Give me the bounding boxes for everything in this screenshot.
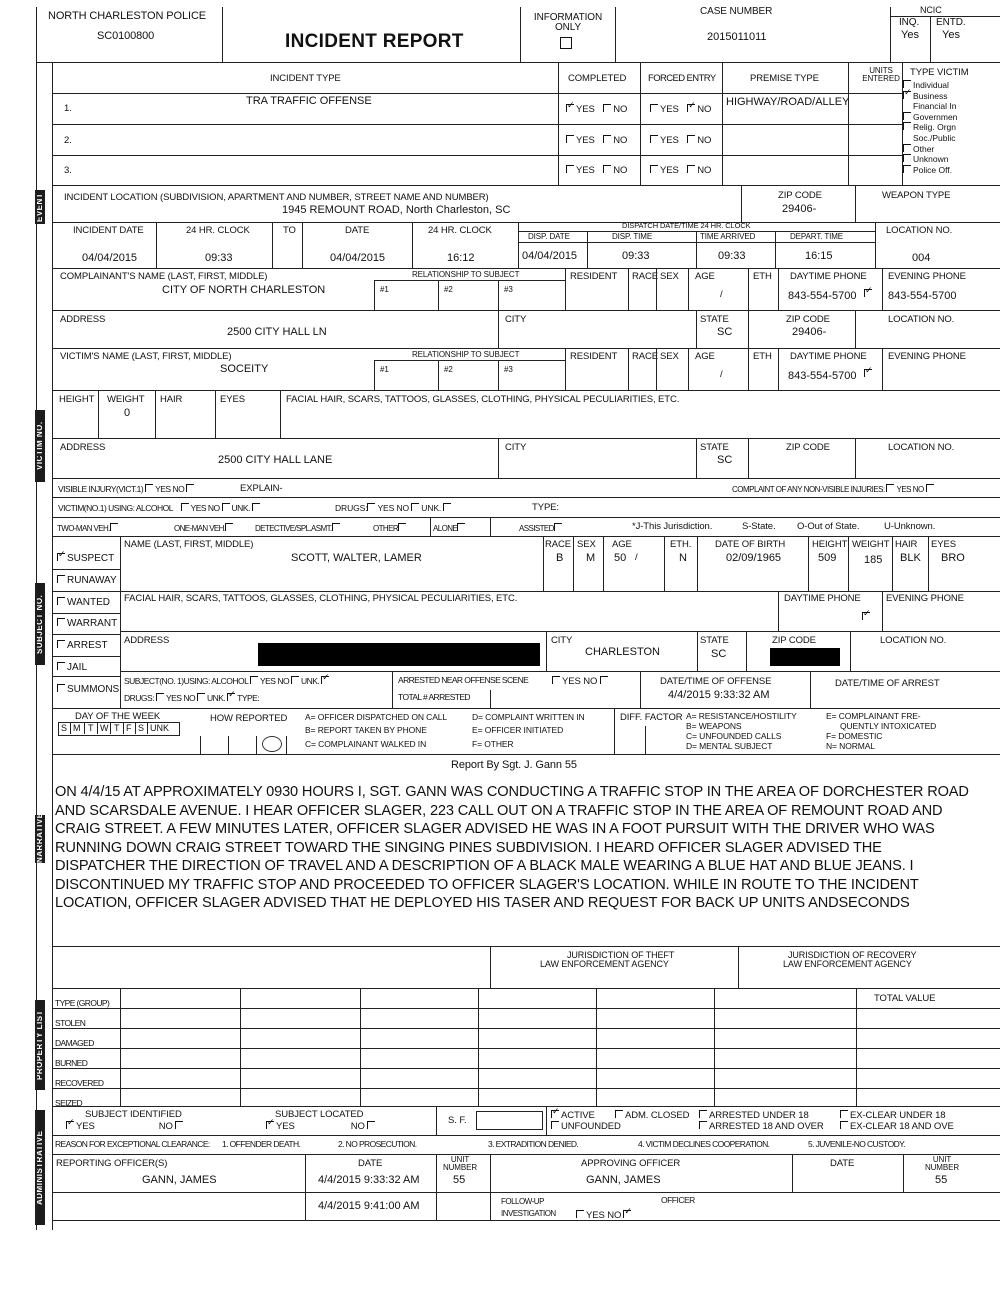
subject-age: 50 <box>614 552 627 564</box>
complainant-phone-type[interactable] <box>864 289 874 299</box>
diff-c: C= UNFOUNDED CALLS <box>686 731 782 741</box>
how-a: A= OFFICER DISPATCHED ON CALL <box>305 712 448 722</box>
diff-f: F= DOMESTIC <box>826 731 883 741</box>
victim-sex-label: SEX <box>660 351 679 362</box>
incident-row-2-num: 2. <box>64 135 72 146</box>
victim-drugs[interactable]: DRUGS: YES NO UNK. <box>335 503 453 513</box>
subject-zip-redacted <box>770 648 840 666</box>
diff-a: A= RESISTANCE/HOSTILITY <box>686 711 797 721</box>
victim-weight: 0 <box>124 407 131 419</box>
complainant-state: SC <box>717 326 733 338</box>
incident-zip-label: ZIP CODE <box>778 190 822 201</box>
entd-value: Yes <box>942 29 960 41</box>
agency-ori: SC0100800 <box>97 30 155 42</box>
subject-sex-label: SEX <box>577 539 596 550</box>
report-date-2: 4/4/2015 9:41:00 AM <box>318 1200 420 1212</box>
subject-hair-label: HAIR <box>895 539 918 550</box>
victim-r3: #3 <box>504 365 513 374</box>
complainant-evephone: 843-554-5700 <box>888 290 957 302</box>
dow-t2[interactable]: T <box>114 723 120 733</box>
subject-facial-label: FACIAL HAIR, SCARS, TATTOOS, GLASSES, CLOTHING, PHYSICAL PECULIARITIES, ETC. <box>124 593 518 604</box>
row2-completed[interactable]: YES NO <box>566 135 627 146</box>
row1-completed[interactable]: ✓YES NO <box>566 104 627 115</box>
approving-date-label: DATE <box>830 1158 855 1169</box>
role-jail[interactable]: JAIL <box>57 657 119 679</box>
disp-date: 04/04/2015 <box>522 250 578 262</box>
assign-one-man[interactable]: ONE-MAN VEH. <box>174 523 235 533</box>
complainant-dayphone-label: DAYTIME PHONE <box>790 271 867 282</box>
reason-3[interactable]: 3. EXTRADITION DENIED. <box>488 1139 579 1149</box>
victim-dayphone-label: DAYTIME PHONE <box>790 351 867 362</box>
subject-located-label: SUBJECT LOCATED <box>275 1109 364 1120</box>
unit-number-label: UNIT NUMBER <box>442 1155 478 1172</box>
diff-factor-label: DIFF. FACTOR <box>620 712 683 723</box>
victim-type-unknown[interactable]: Unknown <box>903 154 1000 165</box>
report-by: Report By Sgt. J. Gann 55 <box>451 759 577 771</box>
subject-name: SCOTT, WALTER, LAMER <box>291 552 422 564</box>
subject-state-label: STATE <box>700 635 729 646</box>
officer-label: OFFICER <box>661 1195 695 1205</box>
weapon-type-label: WEAPON TYPE <box>882 190 951 201</box>
location-no: 004 <box>912 252 931 264</box>
assign-detective[interactable]: DETECTIVE/SPL.ASMT. <box>255 523 342 533</box>
how-d: D= COMPLAINT WRITTEN IN <box>472 712 585 722</box>
how-reported-circle[interactable] <box>262 736 282 752</box>
subject-located-value[interactable]: ✓YES NO <box>266 1121 377 1132</box>
how-b: B= REPORT TAKEN BY PHONE <box>305 725 427 735</box>
prop-damaged: DAMAGED <box>55 1038 94 1048</box>
subject-dob: 02/09/1965 <box>726 552 782 564</box>
diff-e: E= COMPLAINANT FRE- <box>826 711 921 721</box>
complainant-dayphone: 843-554-5700 <box>788 290 857 302</box>
location-no-label: LOCATION NO. <box>886 225 953 236</box>
subject-eyes-label: EYES <box>931 539 956 550</box>
arrest-dt-label: DATE/TIME OF ARREST <box>835 678 940 689</box>
dow-f[interactable]: F <box>126 723 132 733</box>
assign-two-man[interactable]: TWO-MAN VEH. <box>57 523 120 533</box>
row3-completed[interactable]: YES NO <box>566 165 627 176</box>
assign-assisted[interactable]: ASSISTED <box>519 523 564 533</box>
complainant-zip: 29406- <box>792 326 827 338</box>
dow-w[interactable]: W <box>100 723 109 733</box>
status-arrested-18o[interactable]: ARRESTED 18 AND OVER <box>699 1121 824 1132</box>
victim-city-label: CITY <box>505 442 527 453</box>
how-c: C= COMPLAINANT WALKED IN <box>305 739 427 749</box>
diff-d: D= MENTAL SUBJECT <box>686 741 773 751</box>
victim-type-business[interactable]: ✓Business <box>903 91 1000 102</box>
incident-row-1-num: 1. <box>64 103 72 114</box>
dow-label: DAY OF THE WEEK <box>75 711 161 722</box>
juris-recovery2: LAW ENFORCEMENT AGENCY <box>783 959 912 969</box>
juris-theft: JURISDICTION OF THEFT <box>567 950 675 960</box>
victim-injury[interactable]: VISIBLE INJURY(VICT.1) YES NO <box>58 484 196 494</box>
subject-sex: M <box>586 552 596 564</box>
role-arrest[interactable]: ARREST <box>57 635 119 657</box>
victim-resident-label: RESIDENT <box>570 351 618 362</box>
victim-race-label: RACE <box>632 351 658 362</box>
subject-dayphone-label: DAYTIME PHONE <box>784 593 861 604</box>
role-suspect[interactable]: ✓SUSPECT <box>57 548 119 570</box>
subject-city: CHARLESTON <box>585 646 660 658</box>
ncic-label: NCIC <box>920 5 942 15</box>
subject-zip-label: ZIP CODE <box>772 635 816 646</box>
victim-state: SC <box>717 454 733 466</box>
subject-height: 509 <box>818 552 837 564</box>
subject-evephone-label: EVENING PHONE <box>886 593 964 604</box>
victim-age-slash: / <box>720 369 723 380</box>
subject-roles <box>57 548 119 701</box>
victim-address-label: ADDRESS <box>60 442 106 453</box>
subject-race: B <box>556 552 564 564</box>
victim-facial-label: FACIAL HAIR, SCARS, TATTOOS, GLASSES, CLOTHING, PHYSICAL PECULIARITIES, ETC. <box>286 394 680 405</box>
juris-recovery: JURISDICTION OF RECOVERY <box>788 950 917 960</box>
how-e: E= OFFICER INITIATED <box>472 725 564 735</box>
victim-type-individual[interactable]: Individual <box>903 80 1000 91</box>
complainant-race-label: RACE <box>632 271 658 282</box>
entd-label: ENTD. <box>936 17 966 28</box>
complainant-evephone-label: EVENING PHONE <box>888 271 966 282</box>
case-number: 2015011011 <box>707 31 767 43</box>
dow-t1[interactable]: T <box>88 723 94 733</box>
followup-value[interactable]: YES NO✓ <box>576 1210 633 1221</box>
total-value-label: TOTAL VALUE <box>874 993 936 1004</box>
reason-1[interactable]: 1. OFFENDER DEATH. <box>222 1139 301 1149</box>
inq-value: Yes <box>901 29 919 41</box>
side-label-subject: SUBJECT NO. <box>35 583 45 665</box>
to-time: 16:12 <box>447 252 475 264</box>
dow-s1[interactable]: S <box>61 723 68 733</box>
report-date-1: 4/4/2015 9:33:32 AM <box>318 1174 420 1186</box>
side-label-event: EVENT <box>35 190 45 224</box>
victim-address: 2500 CITY HALL LANE <box>218 454 333 466</box>
info-only-checkbox[interactable] <box>560 37 572 49</box>
subject-height-label: HEIGHT <box>812 539 848 550</box>
victim-age-label: AGE <box>695 351 715 362</box>
exceptional-label: REASON FOR EXCEPTIONAL CLEARANCE: <box>55 1139 210 1149</box>
incident-time: 09:33 <box>205 252 233 264</box>
agency-name: NORTH CHARLESTON POLICE <box>48 10 207 22</box>
status-arrested-u18[interactable]: ARRESTED UNDER 18 <box>699 1110 809 1121</box>
victim-type-police[interactable]: Police Off. <box>903 165 1000 176</box>
complainant-age-slash: / <box>720 289 723 300</box>
approving-unit: 55 <box>935 1174 948 1186</box>
info-only-label: INFORMATION ONLY <box>533 12 603 33</box>
victim-type-other[interactable]: Other <box>903 144 1000 155</box>
subject-weight-label: WEIGHT <box>852 539 890 550</box>
complainant-city-label: CITY <box>505 314 527 325</box>
role-runaway[interactable]: RUNAWAY <box>57 570 119 592</box>
how-reported-label: HOW REPORTED <box>210 713 288 724</box>
reason-5[interactable]: 5. JUVENILE-NO CUSTODY. <box>808 1139 905 1149</box>
prop-type-group: TYPE (GROUP) <box>55 998 110 1008</box>
page-title: INCIDENT REPORT <box>285 31 464 52</box>
narrative-text: ON 4/4/15 AT APPROXIMATELY 0930 HOURS I, SGT. GANN WAS CONDUCTING A TRAFFIC STOP IN THE AREA OF DORCHESTER ROAD AND SCARSDALE AVENUE. I HEAR OFFICER SLAGER, 223 CALL OUT ON A TRAFFIC STOP IN THE AREA OF REMOUNT ROAD AND CRAIG STREET. A FEW MINUTES LATER, OFFICER SLAGER ADVISED HE WAS IN A FOOT PURSUIT WITH THE DRIVER WHO WAS RUNNING DOWN CRAIG STREET TOWARD THE SINGING PINES SUBDIVISION. I HEARD OFFICER SLAGER ADVISED THE DISPATCHER THE DIRECTION OF TRAVEL AND A DESCRIPTION OF A BLACK MALE WEARING A BLUE HAT AND BLUE JEANS. I DISCONTINUED MY TRAFFIC STOP AND PROCEEDED TO OFFICER SLAGER'S LOCATION. WHILE IN ROUTE TO THE INCIDENT LOCATION, OFFICER SLAGER ADVISED THAT HE DEPLOYED HIS TASER AND REQUEST FOR BACK UP UNITS ANDSECONDS <box>55 784 969 911</box>
juris-unknown: U-Unknown. <box>884 521 936 532</box>
diff-e2: QUENTLY INTOXICATED <box>840 721 937 731</box>
subject-drugs[interactable]: DRUGS: YES NO UNK. ✓ TYPE: <box>124 693 259 703</box>
offense-dt-label: DATE/TIME OF OFFENSE <box>660 676 772 687</box>
subject-eth: N <box>679 552 687 564</box>
complainant-address: 2500 CITY HALL LN <box>227 326 327 338</box>
side-label-victim: VICTIM NO. <box>35 410 45 482</box>
completed-label: COMPLETED <box>568 73 627 84</box>
subject-address-redacted <box>258 643 540 666</box>
subject-identified-label: SUBJECT IDENTIFIED <box>85 1109 182 1120</box>
incident-row-3-num: 3. <box>64 165 72 176</box>
complainant-state-label: STATE <box>700 314 729 325</box>
victim-zip-label: ZIP CODE <box>786 442 830 453</box>
prop-stolen: STOLEN <box>55 1018 86 1028</box>
clock2-label: 24 HR. CLOCK <box>428 225 492 236</box>
victim-complaint[interactable]: COMPLAINT OF ANY NON-VISIBLE INJURIES: YES NO <box>732 484 936 494</box>
approving-unit-label: UNIT NUMBER <box>924 1155 960 1172</box>
case-number-label: CASE NUMBER <box>700 6 773 17</box>
victim-type-religious[interactable]: Relig. Orgn <box>903 122 1000 133</box>
dispatch-header: DISPATCH DATE/TIME 24 HR. CLOCK <box>622 221 751 230</box>
victim-rel-label: RELATIONSHIP TO SUBJECT <box>412 350 520 359</box>
incident-zip: 29406- <box>782 203 817 215</box>
arrested-near-value[interactable]: YES NO <box>552 676 610 687</box>
subject-identified-value[interactable]: ✓YES NO <box>66 1121 185 1132</box>
subject-hair: BLK <box>900 552 921 564</box>
incident-row-1-premise: HIGHWAY/ROAD/ALLEY <box>726 96 850 108</box>
complainant-age-label: AGE <box>695 271 715 282</box>
side-label-narrative: NARRATIVE <box>35 812 44 863</box>
complainant-zip-label: ZIP CODE <box>786 314 830 325</box>
subject-locno-label: LOCATION NO. <box>880 635 947 646</box>
type-victim-label: TYPE VICTIM <box>910 67 969 78</box>
dow-unk[interactable]: UNK <box>150 723 170 733</box>
total-arrested-label: TOTAL # ARRESTED <box>398 692 470 702</box>
subject-state: SC <box>711 648 727 660</box>
victim-height-label: HEIGHT <box>59 394 95 405</box>
complainant-resident-label: RESIDENT <box>570 271 618 282</box>
complainant-locno-label: LOCATION NO. <box>888 314 955 325</box>
victim-phone-type[interactable] <box>864 369 874 379</box>
disp-date-label: DISP. DATE <box>528 232 570 241</box>
side-label-administrative: ADMINISTRATIVE <box>35 1110 45 1225</box>
subject-name-label: NAME (LAST, FIRST, MIDDLE) <box>124 539 254 550</box>
incident-date: 04/04/2015 <box>82 252 138 264</box>
status-active[interactable]: ✓ ACTIVE <box>551 1110 595 1121</box>
victim-type-government[interactable]: Governmen <box>903 112 1000 123</box>
juris-this: *J-This Jurisdiction. <box>632 521 713 532</box>
victim-weight-label: WEIGHT <box>107 394 145 405</box>
clock-label: 24 HR. CLOCK <box>186 225 250 236</box>
subject-age-label: AGE <box>612 539 632 550</box>
role-warrant[interactable]: WARRANT <box>57 613 119 635</box>
depart-time: 16:15 <box>805 250 833 262</box>
disp-time: 09:33 <box>622 250 650 262</box>
how-f: F= OTHER <box>472 739 514 749</box>
incident-type-label: INCIDENT TYPE <box>270 73 341 84</box>
role-summons[interactable]: SUMMONS <box>57 679 119 701</box>
victim-r1: #1 <box>380 365 389 374</box>
unit-number: 55 <box>453 1174 466 1186</box>
offense-dt: 4/4/2015 9:33:32 AM <box>668 689 770 701</box>
victim-explain-label: EXPLAIN- <box>240 483 283 494</box>
victim-type-label: TYPE: <box>532 502 559 513</box>
complainant-name: CITY OF NORTH CHARLESTON <box>162 284 326 296</box>
juris-state: S-State. <box>742 521 776 532</box>
subject-dob-label: DATE OF BIRTH <box>715 539 786 550</box>
subject-city-label: CITY <box>551 635 573 646</box>
arrested-near-label: ARRESTED NEAR OFFENSE SCENE <box>398 675 529 685</box>
subject-address-label: ADDRESS <box>124 635 170 646</box>
juris-theft2: LAW ENFORCEMENT AGENCY <box>540 959 669 969</box>
premise-type-label: PREMISE TYPE <box>750 73 819 84</box>
assign-alone[interactable]: ALONE <box>433 523 467 533</box>
reporting-officer: GANN, JAMES <box>142 1174 217 1186</box>
victim-using[interactable]: VICTIM(NO.1) USING: ALCOHOL YES NO UNK. <box>58 503 262 513</box>
complainant-sex-label: SEX <box>660 271 679 282</box>
juris-out: O-Out of State. <box>797 521 860 532</box>
status-exclear-18o[interactable]: EX-CLEAR 18 AND OVE <box>840 1121 954 1132</box>
row3-forced[interactable]: YES NO <box>650 165 711 176</box>
victim-type-society[interactable]: Soc./Public <box>913 132 956 143</box>
dow-s2[interactable]: S <box>138 723 145 733</box>
diff-b: B= WEAPONS <box>686 721 742 731</box>
subject-using[interactable]: SUBJECT(NO. 1)USING: ALCOHOL YES NO UNK. ✓ <box>124 676 331 686</box>
arrived-label: TIME ARRIVED <box>700 232 756 241</box>
forced-entry-label: FORCED ENTRY <box>648 73 716 84</box>
status-unfounded[interactable]: UNFOUNDED <box>551 1121 621 1132</box>
complainant-address-label: ADDRESS <box>60 314 106 325</box>
incident-row-1-type: TRA TRAFFIC OFFENSE <box>246 95 372 107</box>
to-date-label: DATE <box>345 225 370 236</box>
victim-hair-label: HAIR <box>160 394 183 405</box>
role-wanted[interactable]: WANTED <box>57 592 119 614</box>
victim-state-label: STATE <box>700 442 729 453</box>
approving-label: APPROVING OFFICER <box>581 1158 681 1169</box>
subject-eyes: BRO <box>941 552 965 564</box>
disp-time-label: DISP. TIME <box>612 232 653 241</box>
reporting-officer-label: REPORTING OFFICER(S) <box>56 1158 168 1169</box>
status-adm-closed[interactable]: ADM. CLOSED <box>615 1110 689 1121</box>
inq-label: INQ. <box>899 17 920 28</box>
reason-4[interactable]: 4. VICTIM DECLINES COOPERATION. <box>638 1139 770 1149</box>
subject-race-label: RACE <box>545 539 571 550</box>
victim-locno-label: LOCATION NO. <box>888 442 955 453</box>
dow-m[interactable]: M <box>73 723 81 733</box>
row2-forced[interactable]: YES NO <box>650 135 711 146</box>
time-arrived: 09:33 <box>718 250 746 262</box>
units-entered-label: UNITS ENTERED <box>862 66 900 83</box>
reason-2[interactable]: 2. NO PROSECUTION. <box>338 1139 417 1149</box>
prop-recovered: RECOVERED <box>55 1078 104 1088</box>
status-exclear-u18[interactable]: EX-CLEAR UNDER 18 <box>840 1110 945 1121</box>
victim-evephone-label: EVENING PHONE <box>888 351 966 362</box>
approving-officer: GANN, JAMES <box>586 1174 661 1186</box>
to-label: TO <box>283 225 296 236</box>
incident-location-label: INCIDENT LOCATION (SUBDIVISION, APARTMENT AND NUMBER, STREET NAME AND NUMBER) <box>64 192 489 203</box>
incident-date-label: INCIDENT DATE <box>73 225 144 236</box>
subject-eth-label: ETH. <box>670 539 692 550</box>
subject-weight: 185 <box>864 554 883 566</box>
subject-phone-type[interactable] <box>862 612 872 622</box>
complainant-r2: #2 <box>444 285 453 294</box>
depart-label: DEPART. TIME <box>790 232 844 241</box>
complainant-rel-label: RELATIONSHIP TO SUBJECT <box>412 270 520 279</box>
side-label-property: PROPERTY LIST <box>35 1000 45 1090</box>
victim-name: SOCEITY <box>220 363 269 375</box>
incident-location: 1945 REMOUNT ROAD, North Charleston, SC <box>282 204 511 216</box>
complainant-name-label: COMPLAINANT'S NAME (LAST, FIRST, MIDDLE) <box>60 271 268 282</box>
victim-eth-label: ETH <box>753 351 772 362</box>
row1-forced[interactable]: YES ✓ NO <box>650 104 711 115</box>
subject-age-slash: / <box>635 552 638 563</box>
assign-other[interactable]: OTHER <box>373 523 408 533</box>
prop-seized: SEIZED <box>55 1098 83 1108</box>
victim-eyes-label: EYES <box>220 394 245 405</box>
property-rows <box>55 993 109 1113</box>
report-date-label: DATE <box>358 1158 383 1169</box>
victim-type-financial[interactable]: Financial In <box>913 101 957 112</box>
victim-dayphone: 843-554-5700 <box>788 370 857 382</box>
followup-label: FOLLOW-UP INVESTIGATION <box>501 1197 556 1218</box>
sf-input[interactable] <box>476 1111 543 1130</box>
complainant-eth-label: ETH <box>753 271 772 282</box>
victim-name-label: VICTIM'S NAME (LAST, FIRST, MIDDLE) <box>60 351 232 362</box>
victim-r2: #2 <box>444 365 453 374</box>
type-victim-list <box>903 80 1000 175</box>
to-date: 04/04/2015 <box>330 252 386 264</box>
complainant-r1: #1 <box>380 285 389 294</box>
complainant-r3: #3 <box>504 285 513 294</box>
diff-n: N= NORMAL <box>826 741 875 751</box>
sf-label: S. F. <box>448 1115 467 1126</box>
prop-burned: BURNED <box>55 1058 88 1068</box>
